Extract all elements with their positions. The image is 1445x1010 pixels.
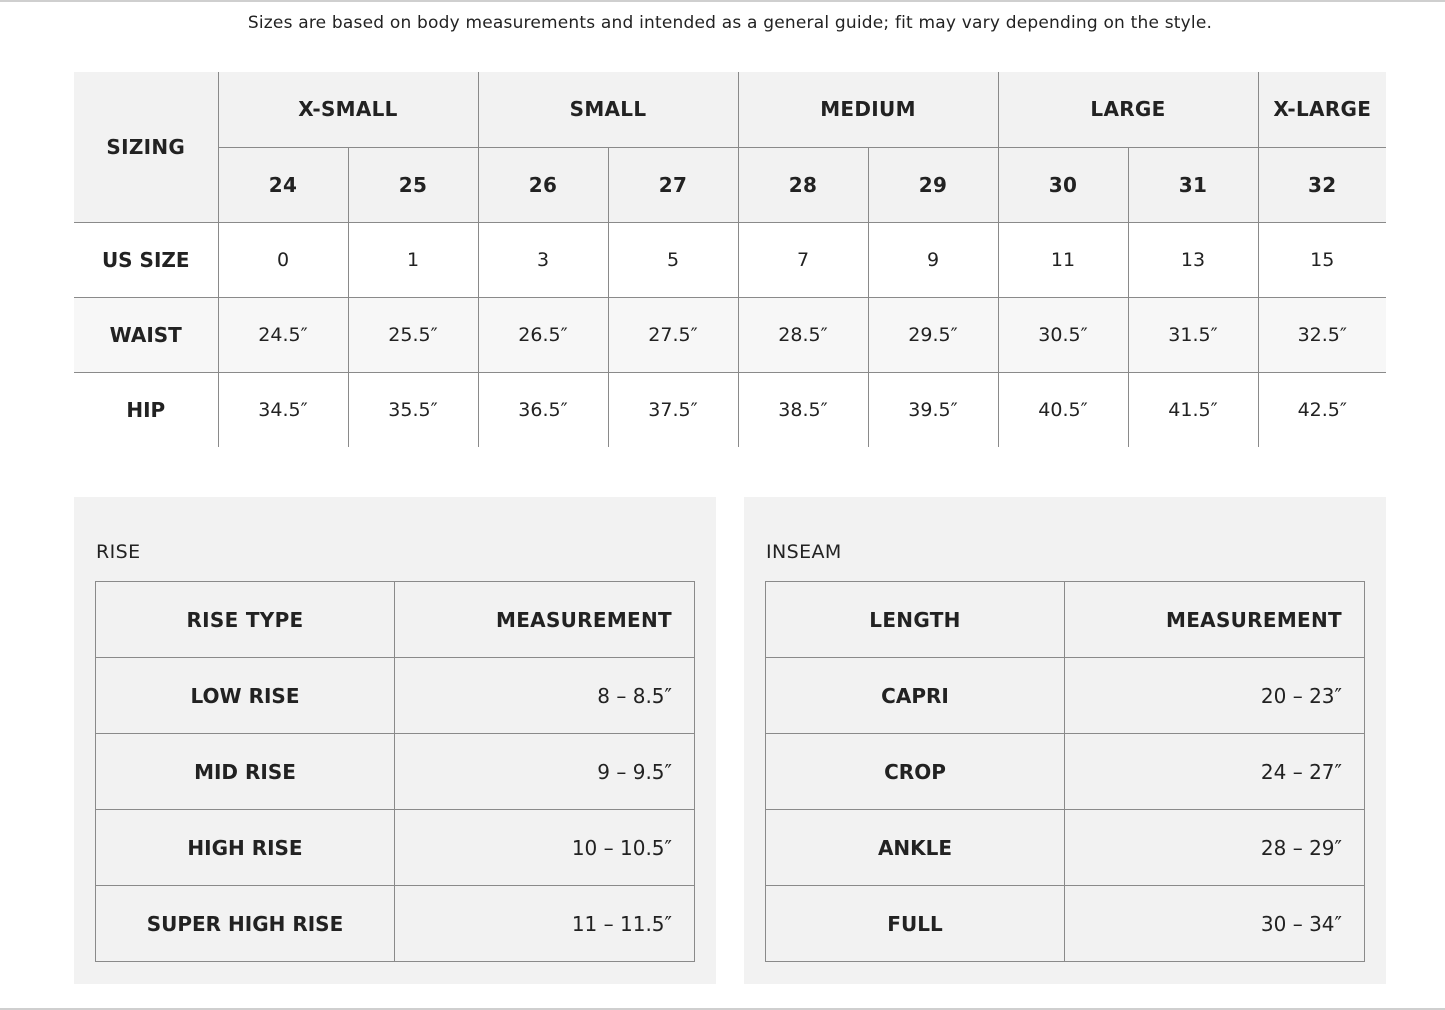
rise-name: SUPER HIGH RISE [96,886,395,962]
inseam-name: CAPRI [766,658,1065,734]
size-chart-table [74,72,1386,447]
size-number: 29 [868,147,998,222]
rise-name: HIGH RISE [96,810,395,886]
group-header: X-LARGE [1258,72,1386,147]
cell: 7 [738,222,868,297]
inseam-name: ANKLE [766,810,1065,886]
size-number: 26 [478,147,608,222]
rise-value: 8 – 8.5″ [395,658,695,734]
cell: 13 [1128,222,1258,297]
top-divider [0,0,1445,2]
group-header: MEDIUM [738,72,998,147]
table-row [766,810,1365,886]
length-header: LENGTH [766,582,1065,658]
table-row [96,886,695,962]
cell: 36.5″ [478,372,608,447]
cell: 34.5″ [218,372,348,447]
cell: 39.5″ [868,372,998,447]
table-row [766,886,1365,962]
rise-name: MID RISE [96,734,395,810]
size-number: 24 [218,147,348,222]
cell: 28.5″ [738,297,868,372]
rise-value: 9 – 9.5″ [395,734,695,810]
group-header: X-SMALL [218,72,478,147]
inseam-name: CROP [766,734,1065,810]
table-row-hip [74,372,1386,447]
sizing-header: SIZING [74,72,218,222]
cell: 24.5″ [218,297,348,372]
table-row [96,658,695,734]
cell: 35.5″ [348,372,478,447]
inseam-name: FULL [766,886,1065,962]
cell: 29.5″ [868,297,998,372]
size-number: 32 [1258,147,1386,222]
group-header: SMALL [478,72,738,147]
inseam-value: 28 – 29″ [1065,810,1365,886]
row-label: HIP [74,372,218,447]
cell: 0 [218,222,348,297]
cell: 37.5″ [608,372,738,447]
table-row [766,658,1365,734]
size-number: 28 [738,147,868,222]
rise-value: 11 – 11.5″ [395,886,695,962]
cell: 25.5″ [348,297,478,372]
cell: 27.5″ [608,297,738,372]
rise-name: LOW RISE [96,658,395,734]
inseam-table [765,581,1365,962]
cell: 5 [608,222,738,297]
inseam-header-row [766,582,1365,658]
cell: 32.5″ [1258,297,1386,372]
rise-title: RISE [96,541,141,563]
cell: 41.5″ [1128,372,1258,447]
cell: 26.5″ [478,297,608,372]
cell: 15 [1258,222,1386,297]
rise-table [95,581,695,962]
size-number: 31 [1128,147,1258,222]
cell: 9 [868,222,998,297]
inseam-panel [744,497,1386,984]
table-row [766,734,1365,810]
measurement-header: MEASUREMENT [395,582,695,658]
row-label: WAIST [74,297,218,372]
cell: 3 [478,222,608,297]
cell: 40.5″ [998,372,1128,447]
inseam-value: 30 – 34″ [1065,886,1365,962]
cell: 11 [998,222,1128,297]
cell: 42.5″ [1258,372,1386,447]
table-row [96,810,695,886]
table-row-waist [74,297,1386,372]
rise-header-row [96,582,695,658]
table-row-us-size [74,222,1386,297]
size-number: 30 [998,147,1128,222]
size-number-row [74,147,1386,222]
row-label: US SIZE [74,222,218,297]
table-row [96,734,695,810]
measurement-header: MEASUREMENT [1065,582,1365,658]
rise-type-header: RISE TYPE [96,582,395,658]
inseam-title: INSEAM [766,541,842,563]
rise-panel [74,497,716,984]
group-header: LARGE [998,72,1258,147]
rise-value: 10 – 10.5″ [395,810,695,886]
size-number: 27 [608,147,738,222]
cell: 30.5″ [998,297,1128,372]
cell: 38.5″ [738,372,868,447]
inseam-value: 24 – 27″ [1065,734,1365,810]
size-number: 25 [348,147,478,222]
size-guide-note: Sizes are based on body measurements and intended as a general guide; fit may vary depending on the style. [247,13,1213,33]
cell: 31.5″ [1128,297,1258,372]
cell: 1 [348,222,478,297]
size-group-row [74,72,1386,147]
inseam-value: 20 – 23″ [1065,658,1365,734]
